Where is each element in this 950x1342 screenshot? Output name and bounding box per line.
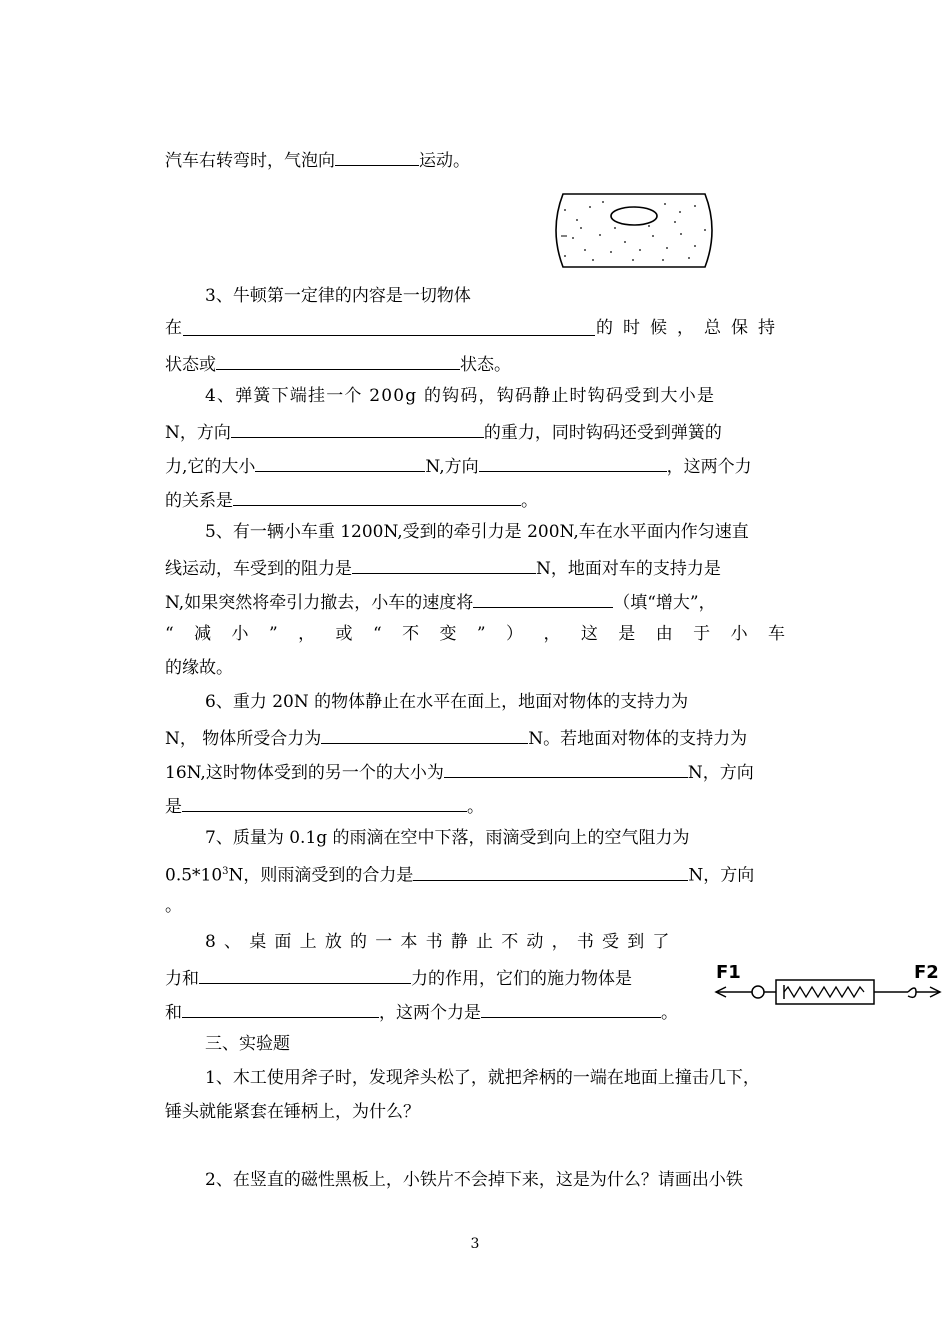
question-line: 汽车右转弯时，气泡向 运动。 [165,148,470,171]
q5-line1: 5、有一辆小车重 1200N,受到的牵引力是 200N,车在水平面内作匀速直 [205,522,749,542]
q6-line3: 16N,这时物体受到的另一个的大小为 N，方向 [165,760,754,783]
q3-line3: 状态或 状态。 [165,352,511,375]
q7-line3: 。 [165,896,182,916]
q4-line4: 的关系是 。 [165,488,538,511]
answer-blank[interactable] [233,488,521,506]
q4-line3: 力,它的大小 N,方向 ，这两个力 [165,454,752,477]
section-title: 三、实验题 [205,1034,290,1054]
answer-blank[interactable] [321,726,528,744]
answer-blank[interactable] [413,863,688,881]
s3-q1-line1: 1、木工使用斧子时，发现斧头松了，就把斧柄的一端在地面上撞击几下， [205,1068,760,1088]
s3-q2-line1: 2、在竖直的磁性黑板上，小铁片不会掉下来，这是为什么？请画出小铁 [205,1170,743,1190]
answer-blank[interactable] [183,318,595,336]
answer-blank[interactable] [199,966,411,984]
q4-line2: N，方向 的重力，同时钩码还受到弹簧的 [165,420,722,443]
answer-blank[interactable] [216,352,460,370]
page-number: 3 [470,1236,480,1252]
s3-q1-line2: 锤头就能紧套在锤柄上，为什么？ [165,1102,420,1122]
answer-blank[interactable] [255,454,425,472]
f1-label: F1 [716,962,741,983]
answer-blank[interactable] [479,454,667,472]
q7-line2: $0.5*10^3N$，则雨滴受到的合力是 N，方向 [165,862,754,886]
answer-blank[interactable] [481,1000,661,1018]
q8-line1: 8、桌面上放的一本书静止不动，书受到了 [205,932,678,952]
q5-line5: 的缘故。 [165,658,233,678]
q6-line2: N， 物体所受合力为 N。若地面对物体的支持力为 [165,726,747,749]
q5-line4: “ 减 小 ” ， 或 “ 不 变 ” ） ， 这 是 由 于 小 车 [165,624,785,644]
answer-blank[interactable] [231,420,484,438]
q5-line3: N,如果突然将牵引力撤去，小车的速度将 （填“增大”， [165,590,716,613]
answer-blank[interactable] [473,590,613,608]
q6-line1: 6、重力 20N 的物体静止在水平在面上，地面对物体的支持力为 [205,692,689,712]
spring-force-figure [712,958,944,1014]
air-bubble [611,207,657,225]
answer-blank[interactable] [335,148,419,166]
bubble-level-figure [545,190,723,272]
q6-line4: 是 。 [165,794,484,817]
q8-line2: 力和 力的作用，它们的施力物体是 [165,966,632,989]
q4-line1: 4、弹簧下端挂一个 200g 的钩码，钩码静止时钩码受到大小是 [205,386,716,406]
answer-blank[interactable] [182,794,467,812]
q8-line3: 和 ，这两个力是 。 [165,1000,678,1023]
answer-blank[interactable] [352,556,536,574]
q3-line2: 在 的时候，总保持 [165,318,785,338]
q3-line1: 3、牛顿第一定律的内容是一切物体 [205,286,471,306]
q5-line2: 线运动，车受到的阻力是 N，地面对车的支持力是 [165,556,721,579]
q7-line1: 7、质量为 0.1g 的雨滴在空中下落，雨滴受到向上的空气阻力为 [205,828,690,848]
f2-label: F2 [914,962,939,983]
answer-blank[interactable] [182,1000,379,1018]
answer-blank[interactable] [444,760,688,778]
